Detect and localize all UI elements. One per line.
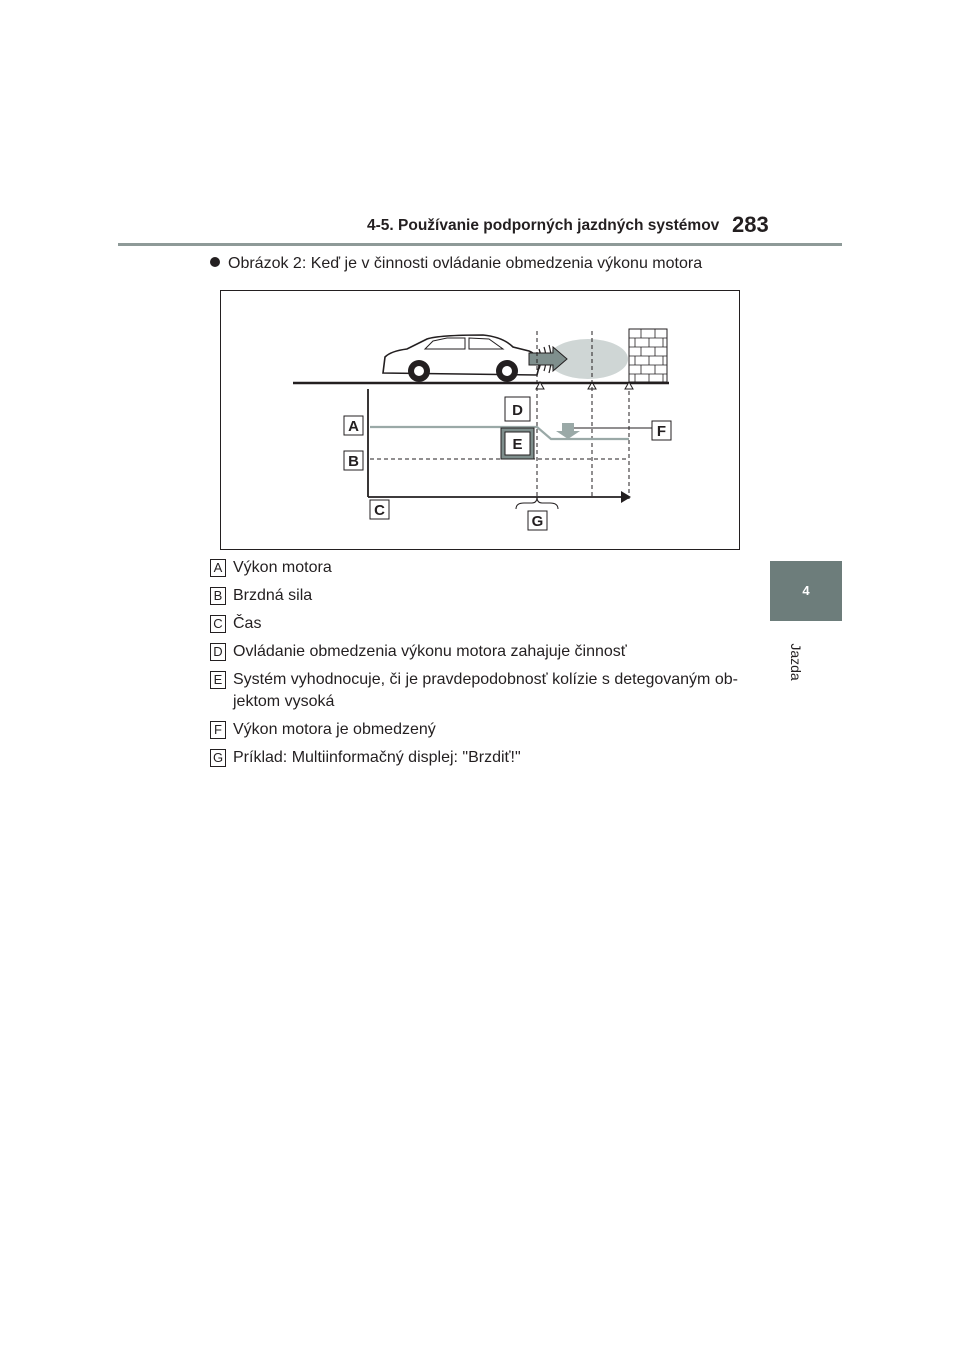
diagram-svg xyxy=(221,291,741,551)
label-a: A xyxy=(348,418,359,435)
legend-list xyxy=(210,557,750,775)
legend-key-c: C xyxy=(210,615,226,633)
legend-text-b: Brzdná sila xyxy=(233,587,313,604)
legend-key-f: F xyxy=(210,721,226,739)
brace-g xyxy=(516,497,558,509)
legend-key-b: B xyxy=(210,587,226,605)
label-e: E xyxy=(512,436,523,453)
legend-item-d xyxy=(210,641,750,663)
header-divider xyxy=(118,243,842,246)
legend-text-a: Výkon motora xyxy=(233,559,332,576)
legend-item-b xyxy=(210,585,750,607)
label-d: D xyxy=(512,402,523,419)
engine-output-line xyxy=(370,427,629,439)
legend-text-e: Systém vyhodnocuje, či je pravdepodobnosť kolízie s detegovaným ob-jektom vysoká xyxy=(233,671,738,710)
label-b: B xyxy=(348,453,359,470)
header-section-title: 4-5. Používanie podporných jazdných systémov xyxy=(367,217,720,234)
page-number: 283 xyxy=(732,212,769,237)
legend-text-g: Príklad: Multiinformačný displej: "Brzdiť!" xyxy=(233,749,521,766)
label-f: F xyxy=(656,423,667,440)
legend-item-e xyxy=(210,669,750,713)
legend-item-g xyxy=(210,747,750,769)
legend-item-f xyxy=(210,719,750,741)
reduction-arrow-icon xyxy=(556,423,580,439)
intro-bullet xyxy=(210,255,702,273)
legend-text-d: Ovládanie obmedzenia výkonu motora zahajuje činnosť xyxy=(233,643,627,660)
chapter-tab-label: Jazda xyxy=(788,643,804,681)
legend-key-g: G xyxy=(210,749,226,767)
label-g: G xyxy=(531,513,544,530)
chapter-tab[interactable] xyxy=(770,561,842,621)
legend-item-c xyxy=(210,613,750,635)
bullet-icon xyxy=(210,257,220,267)
legend-key-e: E xyxy=(210,671,226,689)
label-c: C xyxy=(374,502,385,519)
legend-key-d: D xyxy=(210,643,226,661)
legend-item-a xyxy=(210,557,750,579)
legend-text-c: Čas xyxy=(233,615,262,632)
legend-text-f: Výkon motora je obmedzený xyxy=(233,721,436,738)
intro-text: Obrázok 2: Keď je v činnosti ovládanie obmedzenia výkonu motora xyxy=(228,255,703,272)
car-icon xyxy=(383,335,539,382)
chapter-tab-number: 4 xyxy=(802,583,810,598)
diagram-figure xyxy=(220,290,740,550)
brick-wall-icon xyxy=(629,329,667,382)
legend-key-a: A xyxy=(210,559,226,577)
